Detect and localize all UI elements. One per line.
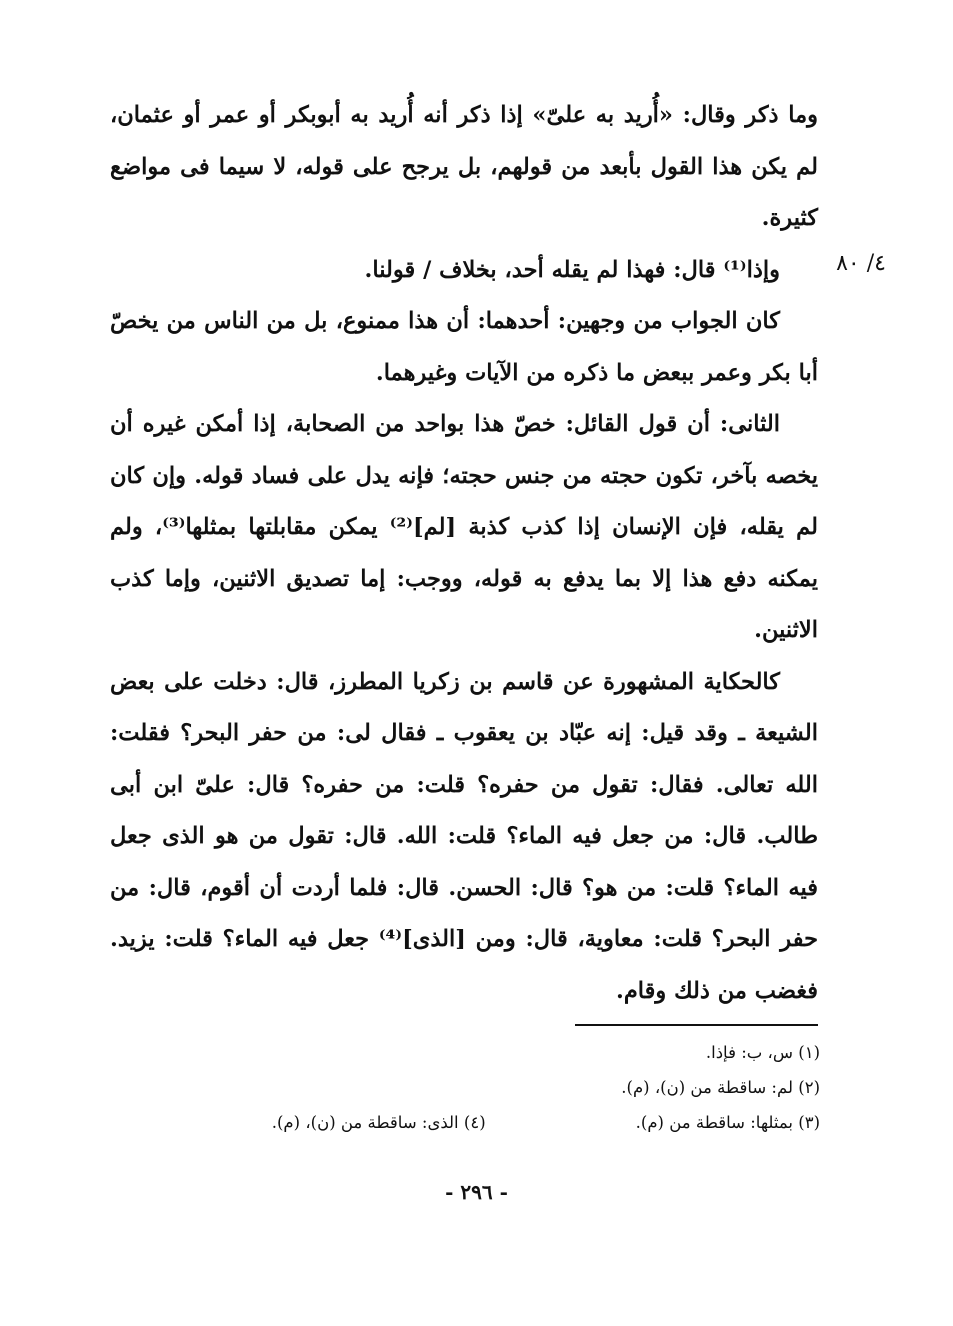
main-text — [110, 90, 818, 1017]
paragraph-2: وإذا⁽¹⁾ قال: فهذا لم يقله أحد، بخلاف / قولنا. — [364, 256, 780, 283]
paragraph-3: كان الجواب من وجهين: أحدهما: أن هذا ممنوع، بل من الناس من يخصّ أبا بكر وعمر ببعض ما ذكره من الآيات وغيرهما. — [110, 308, 818, 386]
footnote-1: (١) س، ب: فإذا. — [705, 1043, 820, 1062]
page-number: - ٢٩٦ - — [445, 1180, 508, 1204]
footnote-row — [180, 1105, 820, 1140]
footnote-row — [180, 1035, 820, 1070]
paragraph-4: الثانى: أن قول القائل: خصّ هذا بواحد من الصحابة، إذا أمكن غيره أن يخصه بآخر، تكون حجته من جنس حجته؛ فإنه يدل على فساد قوله. وإن كان لم يقله، فإن الإنسان إذا كذب كذبة [لم]⁽²⁾ يمكن مقابلتها بمثلها⁽³⁾، ولم يمكنه دفع هذا إلا بما يدفع به قوله، ووجب: إما تصديق الاثنين، وإما كذب الاثنين. — [110, 411, 818, 643]
footnote-4: (٤) الذى: ساقطة من (ن)، (م). — [271, 1113, 486, 1132]
footnote-separator — [575, 1024, 818, 1026]
margin-reference: ٤/ ٨٠ — [836, 251, 886, 276]
footnote-3: (٣) بمثلها: ساقطة من (م). — [635, 1113, 820, 1132]
paragraph-1: وما ذكر وقال: «أُريد به علىّ» إذا ذكر أنه أُريد به أبوبكر أو عمر أو عثمان، لم يكن هذا القول بأبعد من قولهم، بل يرجح على قوله، لا سيما فى مواضع كثيرة. — [110, 102, 818, 231]
footnotes — [180, 1035, 820, 1140]
footnote-2: (٢) لم: ساقطة من (ن)، (م). — [621, 1078, 820, 1097]
footnote-row — [180, 1070, 820, 1105]
paragraph-5: كالحكاية المشهورة عن قاسم بن زكريا المطرز، قال: دخلت على بعض الشيعة ـ وقد قيل: إنه عبّاد بن يعقوب ـ فقال لى: من حفر البحر؟ فقلت: الله تعالى. فقال: تقول من حفره؟ قلت: من حفره؟ قال: علىّ ابن أبى طالب. قال: من جعل فيه الماء؟ قلت: الله. قال: تقول من هو الذى جعل فيه الماء؟ قلت: من هو؟ قال: الحسن. قال: فلما أردت أن أقوم، قال: من حفر البحر؟ قلت: معاوية، قال: ومن [الذى]⁽⁴⁾ جعل فيه الماء؟ قلت: يزيد. فغضب من ذلك وقام. — [110, 668, 818, 1004]
